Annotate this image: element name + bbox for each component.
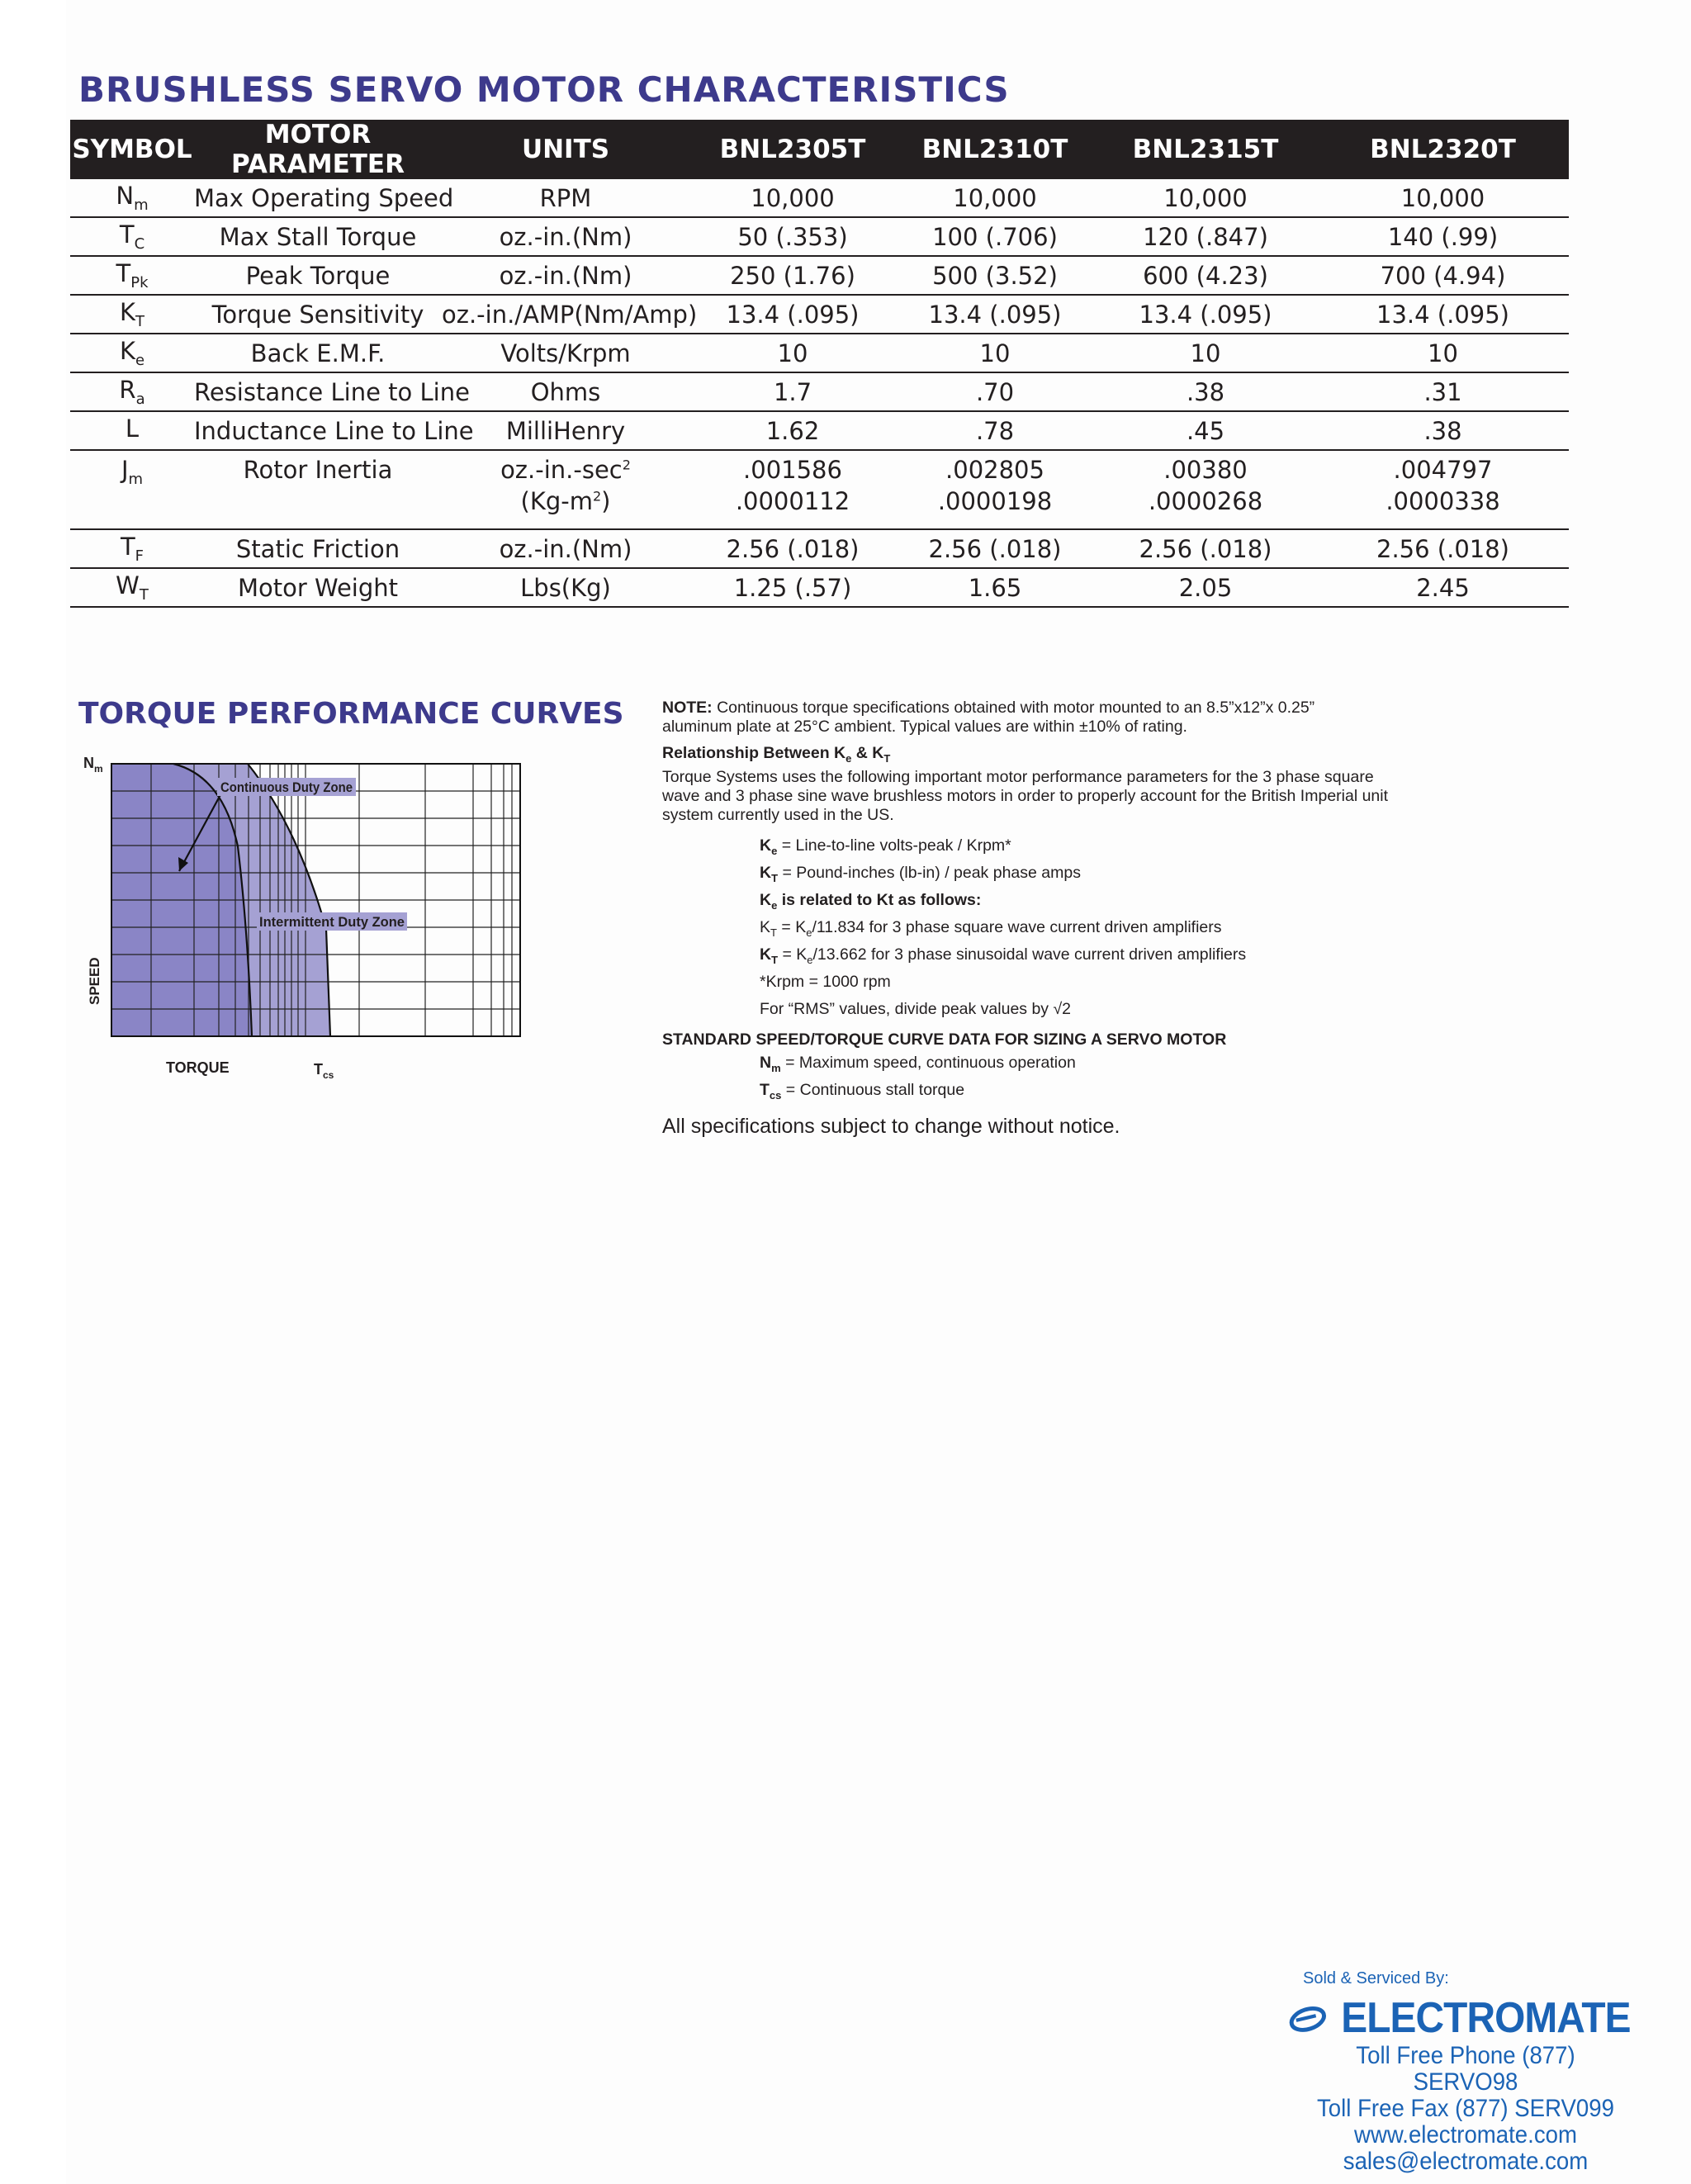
- header-bnl2305t: BNL2305T: [689, 120, 896, 179]
- units-cell: oz.-in.(Nm): [442, 256, 689, 295]
- nm-axis-label: $N_m$: [83, 755, 103, 775]
- standard-curve-heading: STANDARD SPEED/TORQUE CURVE DATA FOR SIZING A SERVO MOTOR: [662, 1030, 1227, 1049]
- value-cell: 10,000: [1317, 179, 1569, 217]
- parameter-cell: Torque Sensitivity: [194, 295, 442, 334]
- curves-heading: TORQUE PERFORMANCE CURVES: [78, 697, 624, 731]
- value-cell: .70: [896, 372, 1094, 411]
- symbol-subscript: Pk: [130, 273, 149, 291]
- value-cell: .38: [1094, 372, 1317, 411]
- symbol-text: K: [119, 298, 136, 327]
- header-bnl2315t: BNL2315T: [1094, 120, 1317, 179]
- value-cell: 700 (4.94): [1317, 256, 1569, 295]
- value-cell: 2.45: [1317, 568, 1569, 607]
- value-line-2: .0000268: [1148, 487, 1263, 515]
- symbol-cell: [70, 372, 194, 411]
- electromate-logo: [1288, 1993, 1643, 2043]
- table-row: [70, 295, 1569, 334]
- nm-definition: $N_m$ = Maximum speed, continuous operation: [760, 1053, 1076, 1074]
- table-row: [70, 411, 1569, 450]
- value-cell: .38: [1317, 411, 1569, 450]
- units-text: (Kg-m: [520, 487, 593, 515]
- units-cell: oz.-in.(Nm): [442, 217, 689, 256]
- units-cell: RPM: [442, 179, 689, 217]
- units-cell: MilliHenry: [442, 411, 689, 450]
- value-line-2: .0000198: [937, 487, 1053, 515]
- table-row: [70, 372, 1569, 411]
- continuous-zone-label: Continuous Duty Zone: [220, 779, 353, 795]
- table-row: [70, 256, 1569, 295]
- header-symbol: SYMBOL: [70, 120, 194, 179]
- value-cell: [1317, 450, 1569, 529]
- parameter-cell: Max Stall Torque: [194, 217, 442, 256]
- value-cell: 10: [896, 334, 1094, 372]
- symbol-text: R: [119, 376, 136, 405]
- relationship-text-2: wave and 3 phase sine wave brushless motors in order to properly account for the British Imperial unit: [662, 786, 1389, 805]
- symbol-subscript: C: [134, 235, 145, 253]
- value-cell: 120 (.847): [1094, 217, 1317, 256]
- value-cell: 10: [1317, 334, 1569, 372]
- units-cell: Volts/Krpm: [442, 334, 689, 372]
- value-cell: 1.7: [689, 372, 896, 411]
- phone-line: Toll Free Phone (877) SERVO98: [1356, 2042, 1575, 2096]
- rms-note: For “RMS” values, divide peak values by √2: [760, 999, 1072, 1018]
- value-cell: 10,000: [689, 179, 896, 217]
- symbol-text: T: [116, 259, 131, 288]
- value-cell: 1.65: [896, 568, 1094, 607]
- value-cell: 13.4 (.095): [1317, 295, 1569, 334]
- value-cell: 1.62: [689, 411, 896, 450]
- symbol-cell: [70, 529, 194, 568]
- symbol-cell: [70, 568, 194, 607]
- value-cell: 10,000: [896, 179, 1094, 217]
- note-line: NOTE: Continuous torque specifications obtained with motor mounted to an 8.5”x12”x 0.25”: [662, 699, 1315, 717]
- symbol-text: L: [125, 415, 140, 443]
- units-sup: 2: [592, 488, 602, 505]
- header-bnl2320t: BNL2320T: [1317, 120, 1569, 179]
- disclaimer: All specifications subject to change without notice.: [662, 1114, 1120, 1138]
- value-cell: 500 (3.52): [896, 256, 1094, 295]
- symbol-cell: [70, 295, 194, 334]
- value-cell: 13.4 (.095): [896, 295, 1094, 334]
- symbol-cell: [70, 334, 194, 372]
- value-cell: 1.25 (.57): [689, 568, 896, 607]
- units-sup: 2: [622, 457, 631, 473]
- spec-table: [70, 120, 1569, 608]
- units-line-1: [500, 456, 631, 484]
- symbol-cell: [70, 256, 194, 295]
- symbol-text: W: [116, 571, 140, 600]
- value-cell: 13.4 (.095): [1094, 295, 1317, 334]
- torque-speed-chart: [78, 747, 541, 1102]
- value-cell: 2.56 (.018): [1317, 529, 1569, 568]
- formula-square: $K_T = K_e/11.834$ for 3 phase square wave current driven amplifiers: [760, 917, 1222, 939]
- value-line-2: .0000338: [1385, 487, 1500, 515]
- value-line-1: .002805: [945, 456, 1044, 484]
- electromate-swoosh-icon: [1288, 1995, 1329, 2041]
- symbol-cell: [70, 450, 194, 529]
- parameter-cell: Rotor Inertia: [194, 450, 442, 529]
- parameter-cell: Static Friction: [194, 529, 442, 568]
- value-cell: .78: [896, 411, 1094, 450]
- brand-name: ELECTROMATE: [1341, 1994, 1631, 2042]
- units-cell: oz.-in.(Nm): [442, 529, 689, 568]
- parameter-cell: Resistance Line to Line: [194, 372, 442, 411]
- value-cell: 10: [689, 334, 896, 372]
- units-text: oz.-in.-sec: [500, 456, 623, 484]
- notes-block: [662, 699, 1488, 1136]
- header-parameter: MOTOR PARAMETER: [194, 120, 442, 179]
- units-cell: [442, 450, 689, 529]
- parameter-cell: Inductance Line to Line: [194, 411, 442, 450]
- relationship-heading: Relationship Between $K_e$ & $K_T$: [662, 744, 891, 765]
- parameter-cell: Peak Torque: [194, 256, 442, 295]
- symbol-text: K: [119, 337, 135, 366]
- parameter-cell: Max Operating Speed: [194, 179, 442, 217]
- table-row: [70, 179, 1569, 217]
- value-cell: 2.56 (.018): [1094, 529, 1317, 568]
- sold-by-label: Sold & Serviced By:: [1303, 1969, 1449, 1987]
- note-line-2: aluminum plate at 25°C ambient. Typical values are within ±10% of rating.: [662, 718, 1187, 736]
- footer-contact: [1288, 1969, 1643, 2175]
- units-line-2: [442, 487, 689, 515]
- symbol-text: N: [116, 182, 135, 211]
- value-cell: 2.56 (.018): [896, 529, 1094, 568]
- formula-kt: $K_T$ = Pound-inches (lb-in) / peak phase amps: [760, 863, 1081, 884]
- symbol-subscript: T: [139, 585, 149, 604]
- value-cell: 250 (1.76): [689, 256, 896, 295]
- value-cell: 140 (.99): [1317, 217, 1569, 256]
- fax-line: Toll Free Fax (877) SERV099: [1316, 2095, 1614, 2122]
- value-cell: .45: [1094, 411, 1317, 450]
- relationship-text-3: system currently used in the US.: [662, 805, 894, 824]
- value-cell: 600 (4.23): [1094, 256, 1317, 295]
- torque-axis-label: TORQUE: [166, 1059, 230, 1076]
- value-cell: [689, 450, 896, 529]
- symbol-cell: [70, 217, 194, 256]
- symbol-text: T: [119, 220, 135, 249]
- header-units: UNITS: [442, 120, 689, 179]
- formula-ke: $K_e$ = Line-to-line volts-peak / Krpm*: [760, 836, 1011, 857]
- symbol-subscript: m: [128, 470, 144, 488]
- table-row: [70, 529, 1569, 568]
- krpm-note: *Krpm = 1000 rpm: [760, 972, 891, 991]
- table-row: [70, 217, 1569, 256]
- symbol-text: T: [120, 533, 135, 561]
- table-header-row: [70, 120, 1569, 179]
- tcs-axis-label: $T_{cs}$: [314, 1061, 334, 1081]
- symbol-cell: [70, 411, 194, 450]
- value-line-1: .001586: [743, 456, 842, 484]
- value-cell: 50 (.353): [689, 217, 896, 256]
- email-link[interactable]: sales@electromate.com: [1343, 2148, 1589, 2175]
- symbol-subscript: m: [134, 196, 149, 214]
- value-cell: 100 (.706): [896, 217, 1094, 256]
- table-row: [70, 568, 1569, 607]
- tcs-definition: $T_{cs}$ = Continuous stall torque: [760, 1080, 965, 1101]
- intermittent-zone-label: Intermittent Duty Zone: [259, 914, 405, 930]
- value-cell: [1094, 450, 1317, 529]
- header-bnl2310t: BNL2310T: [896, 120, 1094, 179]
- value-cell: [896, 450, 1094, 529]
- formula-relation-heading: $K_e$ is related to Kt as follows:: [760, 890, 982, 912]
- value-cell: 10,000: [1094, 179, 1317, 217]
- speed-axis-label: SPEED: [87, 957, 102, 1005]
- units-cell: oz.-in./AMP(Nm/Amp): [442, 295, 689, 334]
- value-cell: 13.4 (.095): [689, 295, 896, 334]
- website-link[interactable]: www.electromate.com: [1354, 2121, 1577, 2148]
- symbol-subscript: a: [135, 390, 145, 408]
- value-cell: 2.56 (.018): [689, 529, 896, 568]
- relationship-text-1: Torque Systems uses the following important motor performance parameters for the 3 phase square: [662, 767, 1374, 786]
- value-line-1: .004797: [1393, 456, 1493, 484]
- value-cell: 10: [1094, 334, 1317, 372]
- units-cell: Lbs(Kg): [442, 568, 689, 607]
- value-cell: .31: [1317, 372, 1569, 411]
- units-text: ): [601, 487, 611, 515]
- formula-sine: $K_T = K_e/13.662$ for 3 phase sinusoidal wave current driven amplifiers: [760, 945, 1247, 966]
- parameter-cell: Motor Weight: [194, 568, 442, 607]
- table-row-inertia: [70, 450, 1569, 529]
- value-line-1: .00380: [1163, 456, 1248, 484]
- table-row: [70, 334, 1569, 372]
- symbol-cell: [70, 179, 194, 217]
- symbol-text: J: [121, 456, 129, 484]
- units-cell: Ohms: [442, 372, 689, 411]
- symbol-subscript: T: [135, 312, 145, 330]
- value-line-2: .0000112: [735, 487, 850, 515]
- value-cell: 2.05: [1094, 568, 1317, 607]
- symbol-subscript: e: [135, 351, 145, 369]
- symbol-subscript: F: [135, 547, 144, 565]
- page-title: BRUSHLESS SERVO MOTOR CHARACTERISTICS: [78, 69, 1010, 110]
- parameter-cell: Back E.M.F.: [194, 334, 442, 372]
